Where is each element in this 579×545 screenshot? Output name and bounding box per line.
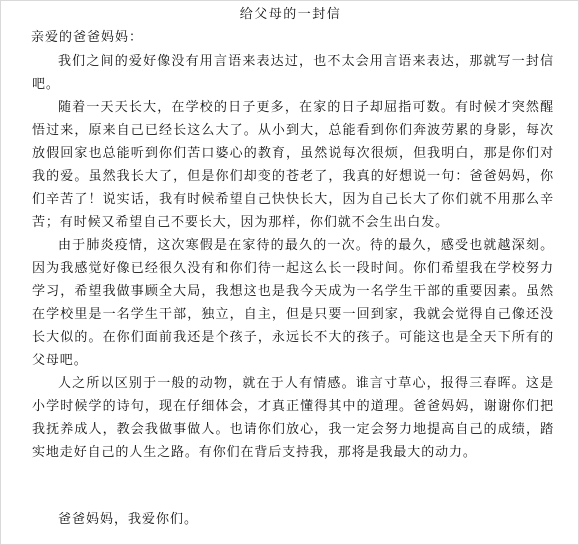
body-paragraph: 人之所以区别于一般的动物，就在于人有情感。谁言寸草心，报得三春晖。这是小学时候学的诗句，现在仔细体会，才真正懂得其中的道理。爸爸妈妈，谢谢你们把我抚养成人，教会我做事做人。也请你们放心，我一定会努力地提高自己的成绩，踏实地走好自己的人生之路。有你们在背后支持我，那将是我最大的动力。 <box>32 376 554 460</box>
body-paragraph: 由于肺炎疫情，这次寒假是在家待的最久的一次。待的最久，感受也就越深刻。因为我感觉好像已经很久没有和你们待一起这么长一段时间。你们希望我在学校努力学习，希望我做事顾全大局，我想这也是我今天成为一名学生干部的重要因素。虽然在学校里是一名学生干部，独立，自主，但是只要一回到家，我就会觉得自己像还没长大似的。在你们面前我还是个孩子，永远长不大的孩子。可能这也是全天下所有的父母吧。 <box>32 238 554 368</box>
letter-salutation: 亲爱的爸爸妈妈： <box>31 30 144 45</box>
body-paragraph: 我们之间的爱好像没有用言语来表达过，也不太会用言语来表达，那就写一封信吧。 <box>32 54 554 92</box>
letter-body <box>32 50 554 464</box>
body-paragraph: 随着一天天长大，在学校的日子更多，在家的日子却屈指可数。有时候才突然醒悟过来，原来自己已经长这么大了。从小到大，总能看到你们奔波劳累的身影，每次放假回家也总能听到你们苦口婆心的教育，虽然说每次很烦，但我明白，那是你们对我的爱。虽然我长大了，但是你们却变的苍老了，我真的好想说一句：爸爸妈妈，你们辛苦了！说实话，我有时候希望自己快快长大，因为自己长大了你们就不用那么辛苦；有时候又希望自己不要长大，因为那样，你们就不会生出白发。 <box>32 100 554 230</box>
letter-title: 给父母的一封信 <box>239 7 342 22</box>
letter-closing: 爸爸妈妈，我爱你们。 <box>58 512 199 527</box>
